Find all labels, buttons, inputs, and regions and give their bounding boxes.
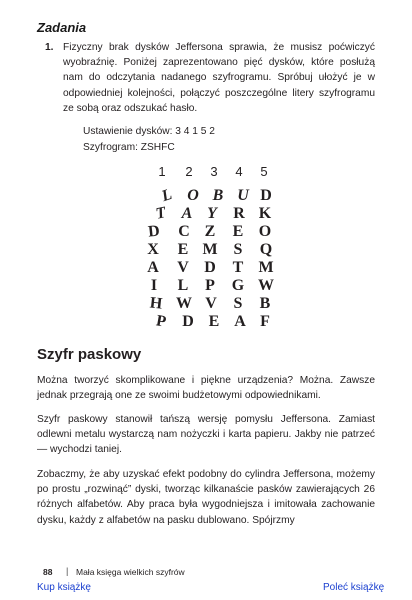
disk-column-label: 4 — [235, 164, 243, 179]
disk-order-line: Ustawienie dysków: 3 4 1 5 2 — [83, 126, 215, 137]
disk-letter: G — [231, 277, 245, 294]
disk-letter: I — [150, 277, 158, 294]
task-number: 1. — [45, 42, 54, 53]
disk-letter: S — [233, 241, 243, 258]
disk-letter: B — [212, 187, 224, 204]
disk-letter: W — [258, 277, 274, 294]
disk-letter: A — [147, 259, 159, 276]
disk-letter: Q — [259, 241, 273, 258]
disk-letter: F — [260, 313, 270, 330]
disk-column-label: 3 — [210, 164, 218, 179]
disk-letter: M — [202, 241, 218, 258]
disk-letter: D — [147, 222, 161, 241]
disk-letter: T — [232, 259, 244, 276]
section-heading-zadania: Zadania — [37, 20, 87, 35]
task-text: Fizyczny brak dysków Jeffersona sprawia, że musisz poćwiczyć wyobraźnię. Poniżej zaprezentowano pięć dysków, które posłużą nam do odczytania nadanego szyfrogramu. Spróbuj ułożyć je w odpowiedniej kolejności, połączyć poszczególne litery szyfrogramu ze sobą oraz odszukać hasło. — [63, 42, 375, 114]
paragraph: Zobaczmy, że aby uzyskać efekt podobny do cylindra Jeffersona, możemy po prostu „rozwinąć” dyski, tworząc kilkanaście pasków zawierających 26 różnych alfabetów. Aby praca była wygodniejsza i imitowała zachowanie dysku, każdy z alfabetów na pasku dublowano. Spójrzmy — [37, 469, 375, 526]
disk-letter: Z — [204, 223, 216, 240]
ciphertext-line: Szyfrogram: ZSHFC — [83, 142, 175, 153]
paragraph: Można tworzyć skomplikowane i piękne urządzenia? Można. Zawsze jednak przegrają one ze swoimi budżetowymi odpowiednikami. — [37, 375, 375, 402]
running-title: Mała księga wielkich szyfrów — [76, 567, 185, 577]
disk-letter: H — [148, 294, 164, 313]
disk-letter: E — [177, 241, 189, 258]
disk-letter: A — [181, 205, 193, 222]
page-number: 88 — [43, 567, 53, 577]
disk-letter: R — [233, 205, 245, 222]
disk-letter: K — [258, 205, 272, 222]
disk-letter: P — [205, 277, 215, 294]
disk-column-label: 5 — [260, 164, 268, 179]
disk-letter: L — [159, 185, 175, 206]
disk-letter: E — [208, 313, 220, 330]
disk-letter: S — [233, 295, 243, 312]
footer-separator: | — [66, 566, 69, 576]
disk-letter: O — [187, 187, 199, 204]
section-title: Szyfr paskowy — [37, 346, 142, 363]
paragraph: Szyfr paskowy stanowił tańszą wersję pomysłu Jeffersona. Zamiast odlewni metalu wystarczą nam nożyczki i karta papieru. Jakby nie patrzeć — wychodzi taniej. — [37, 414, 375, 456]
disk-letter: D — [204, 259, 216, 276]
disk-letter: W — [176, 295, 192, 312]
disk-letter: P — [154, 312, 168, 331]
disk-letter: E — [232, 223, 244, 240]
disk-letter: D — [260, 187, 272, 204]
disk-letter: V — [205, 295, 217, 312]
disk-letter: M — [258, 259, 274, 276]
disk-letter: Y — [207, 205, 217, 222]
disk-letter: T — [154, 204, 168, 223]
disk-letter: A — [234, 313, 246, 330]
disk-letter: U — [237, 187, 249, 204]
buy-book-link[interactable]: Kup książkę — [37, 582, 91, 593]
disk-column-label: 1 — [158, 164, 166, 179]
disk-letter: D — [182, 313, 194, 330]
disk-letter: L — [177, 277, 189, 294]
disk-column-label: 2 — [185, 164, 193, 179]
disk-letter: O — [258, 223, 272, 240]
disk-letter: V — [177, 259, 189, 276]
disk-letter: X — [147, 241, 159, 258]
disk-letter: C — [178, 223, 190, 240]
recommend-book-link[interactable]: Poleć książkę — [323, 582, 385, 593]
disk-letter: B — [259, 295, 271, 312]
